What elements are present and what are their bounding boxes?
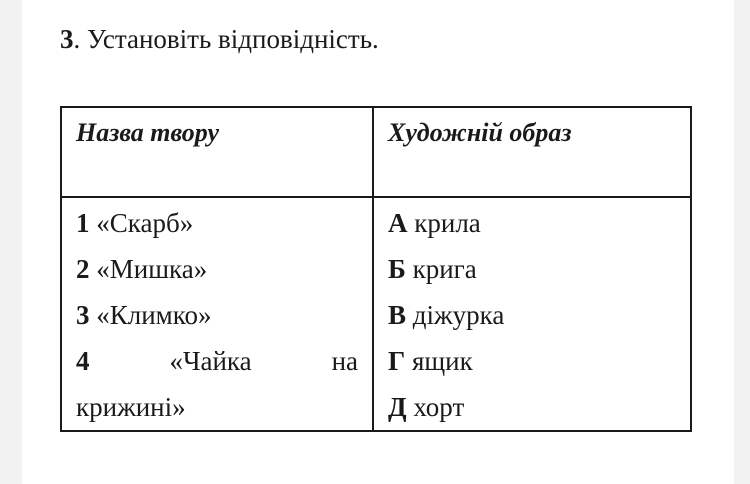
item-text-continuation: крижині»	[76, 392, 186, 422]
item-key: А	[388, 208, 408, 238]
item-key: 4	[76, 346, 90, 376]
item-key: 1	[76, 208, 90, 238]
works-list	[61, 197, 373, 431]
table-header-row	[61, 107, 691, 197]
item-key: Б	[388, 254, 406, 284]
table-body-row	[61, 197, 691, 431]
item-key: Д	[388, 392, 407, 422]
item-text: «Скарб»	[96, 208, 194, 238]
task-instruction: . Установіть відповідність.	[73, 24, 379, 54]
list-item	[388, 292, 676, 338]
list-item	[388, 384, 676, 430]
item-text: крила	[414, 208, 481, 238]
task-number: 3	[60, 24, 74, 54]
item-text: хорт	[413, 392, 465, 422]
item-text-part2: на	[331, 346, 358, 376]
item-text: «Климко»	[96, 300, 212, 330]
header-work-title: Назва твору	[61, 107, 373, 197]
list-item	[388, 246, 676, 292]
list-item	[76, 200, 358, 246]
item-key: В	[388, 300, 407, 330]
matching-table	[60, 106, 692, 432]
item-text: «Мишка»	[96, 254, 208, 284]
item-text: діжурка	[412, 300, 505, 330]
item-key: 2	[76, 254, 90, 284]
list-item	[76, 246, 358, 292]
list-item	[76, 292, 358, 338]
item-key: 3	[76, 300, 90, 330]
task-heading	[60, 22, 379, 56]
item-text: ящик	[411, 346, 473, 376]
item-key: Г	[388, 346, 406, 376]
list-item-continuation	[76, 384, 358, 430]
images-list	[373, 197, 691, 431]
header-artistic-image: Художній образ	[373, 107, 691, 197]
item-text-part1: «Чайка	[169, 346, 252, 376]
list-item	[388, 200, 676, 246]
list-item	[388, 338, 676, 384]
item-text: крига	[412, 254, 477, 284]
list-item	[76, 338, 358, 384]
